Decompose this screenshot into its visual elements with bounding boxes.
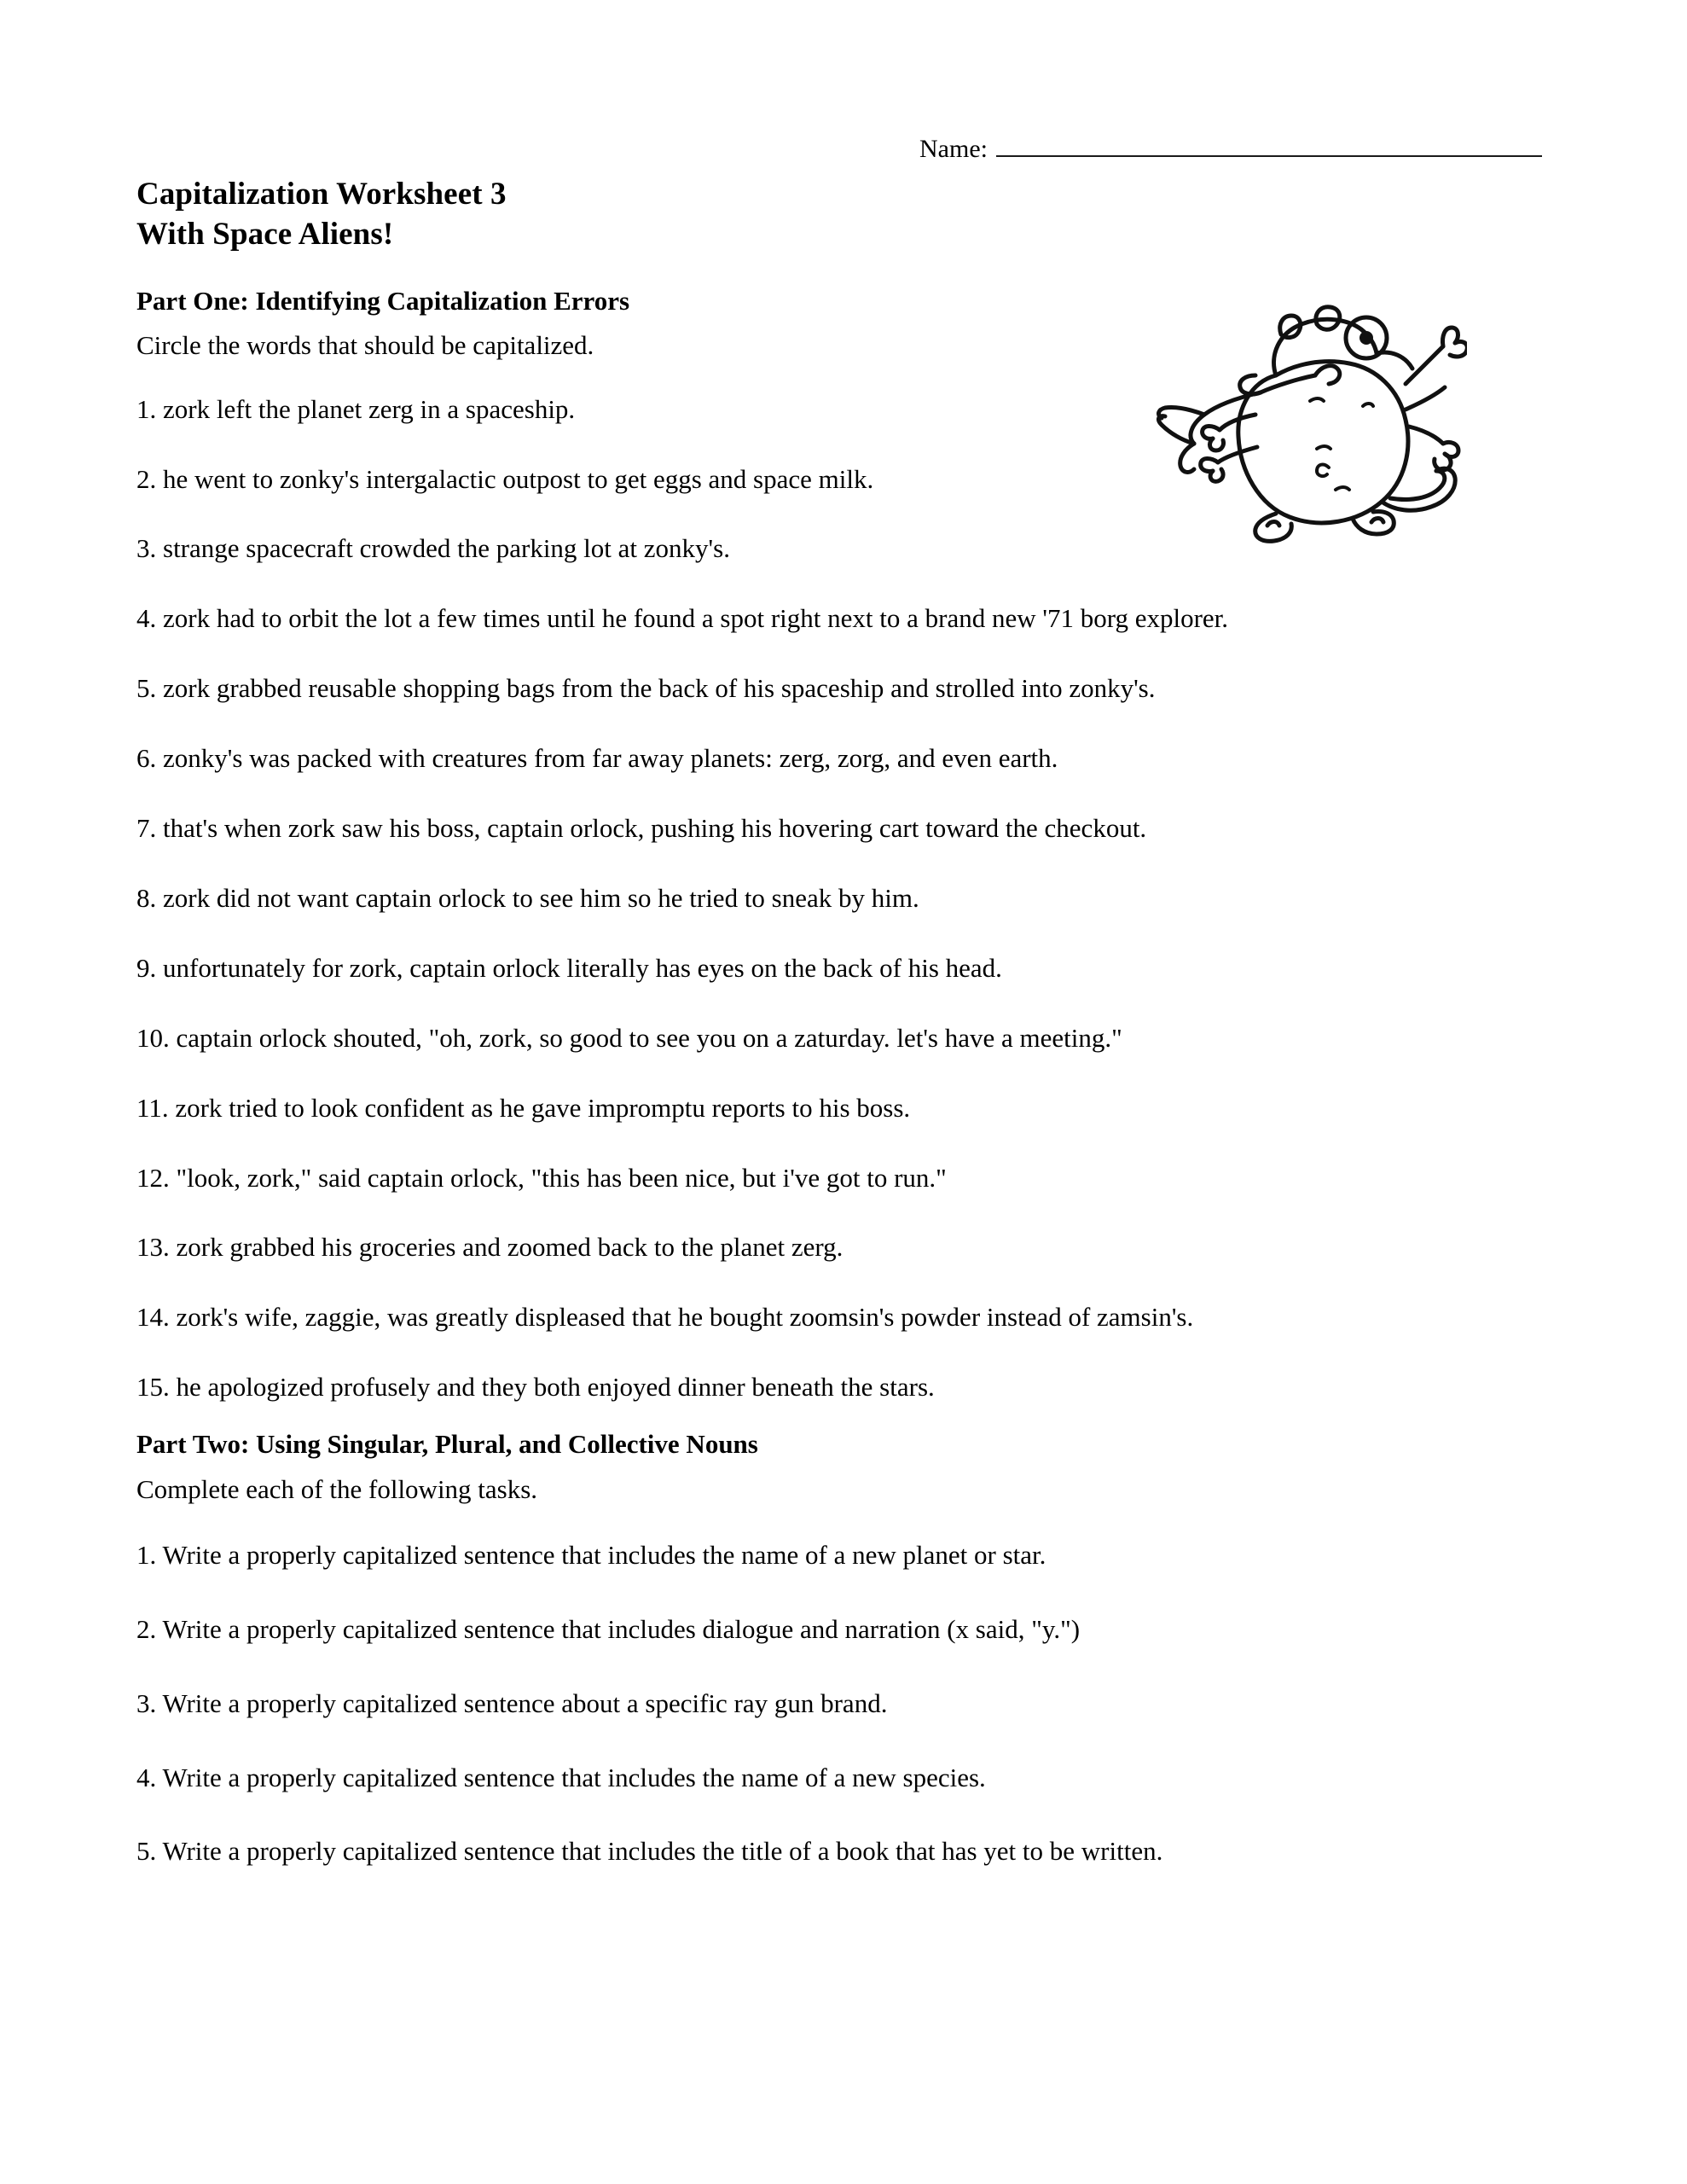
list-item[interactable]: 11. zork tried to look confident as he gave impromptu reports to his boss. — [136, 1092, 911, 1123]
part-two-section — [136, 1427, 1552, 1869]
part-two-heading: Part Two: Using Singular, Plural, and Collective Nouns — [136, 1429, 758, 1460]
part-two-instruction: Complete each of the following tasks. — [136, 1474, 538, 1505]
list-item[interactable]: 3. Write a properly capitalized sentence about a specific ray gun brand. — [136, 1687, 888, 1718]
list-item[interactable]: 7. that's when zork saw his boss, captain orlock, pushing his hovering cart toward the checkout. — [136, 813, 1147, 844]
list-item[interactable]: 8. zork did not want captain orlock to see him so he tried to sneak by him. — [136, 882, 919, 913]
part-one-section — [136, 284, 1552, 1405]
list-item[interactable]: 1. zork left the planet zerg in a spaceship. — [136, 393, 576, 424]
part-one-heading: Part One: Identifying Capitalization Errors — [136, 286, 630, 316]
list-item[interactable]: 2. he went to zonky's intergalactic outpost to get eggs and space milk. — [136, 463, 874, 494]
list-item[interactable]: 4. zork had to orbit the lot a few times until he found a spot right next to a brand new '71 borg explorer. — [136, 603, 1229, 634]
part-one-question-list — [136, 392, 1552, 1406]
name-input-line[interactable] — [996, 135, 1542, 157]
name-field-row — [919, 135, 1542, 162]
page-title — [136, 175, 989, 254]
list-item[interactable]: 10. captain orlock shouted, "oh, zork, so good to see you on a zaturday. let's have a meeting." — [136, 1022, 1122, 1053]
list-item[interactable]: 5. Write a properly capitalized sentence that includes the title of a book that has yet to be written. — [136, 1836, 1163, 1867]
name-label: Name: — [919, 135, 988, 163]
part-one-instruction: Circle the words that should be capitalized. — [136, 330, 594, 361]
title-line-1: Capitalization Worksheet 3 — [136, 177, 507, 212]
part-two-task-list — [136, 1538, 1552, 1870]
list-item[interactable]: 14. zork's wife, zaggie, was greatly displeased that he bought zoomsin's powder instead of zamsin's. — [136, 1302, 1194, 1333]
list-item[interactable]: 1. Write a properly capitalized sentence that includes the name of a new planet or star. — [136, 1539, 1046, 1570]
title-line-2: With Space Aliens! — [136, 216, 394, 252]
list-item[interactable]: 12. "look, zork," said captain orlock, "this has been nice, but i've got to run." — [136, 1162, 947, 1193]
list-item[interactable]: 4. Write a properly capitalized sentence that includes the name of a new species. — [136, 1762, 986, 1792]
list-item[interactable]: 5. zork grabbed reusable shopping bags from the back of his spaceship and strolled into zonky's. — [136, 673, 1156, 704]
list-item[interactable]: 9. unfortunately for zork, captain orlock literally has eyes on the back of his head. — [136, 952, 1002, 983]
list-item[interactable]: 3. strange spacecraft crowded the parking lot at zonky's. — [136, 533, 730, 564]
list-item[interactable]: 15. he apologized profusely and they both enjoyed dinner beneath the stars. — [136, 1372, 935, 1403]
list-item[interactable]: 13. zork grabbed his groceries and zoomed back to the planet zerg. — [136, 1232, 844, 1263]
worksheet-content — [136, 284, 1552, 1908]
list-item[interactable]: 2. Write a properly capitalized sentence that includes dialogue and narration (x said, "y.") — [136, 1613, 1081, 1644]
list-item[interactable]: 6. zonky's was packed with creatures from far away planets: zerg, zorg, and even earth. — [136, 743, 1058, 774]
